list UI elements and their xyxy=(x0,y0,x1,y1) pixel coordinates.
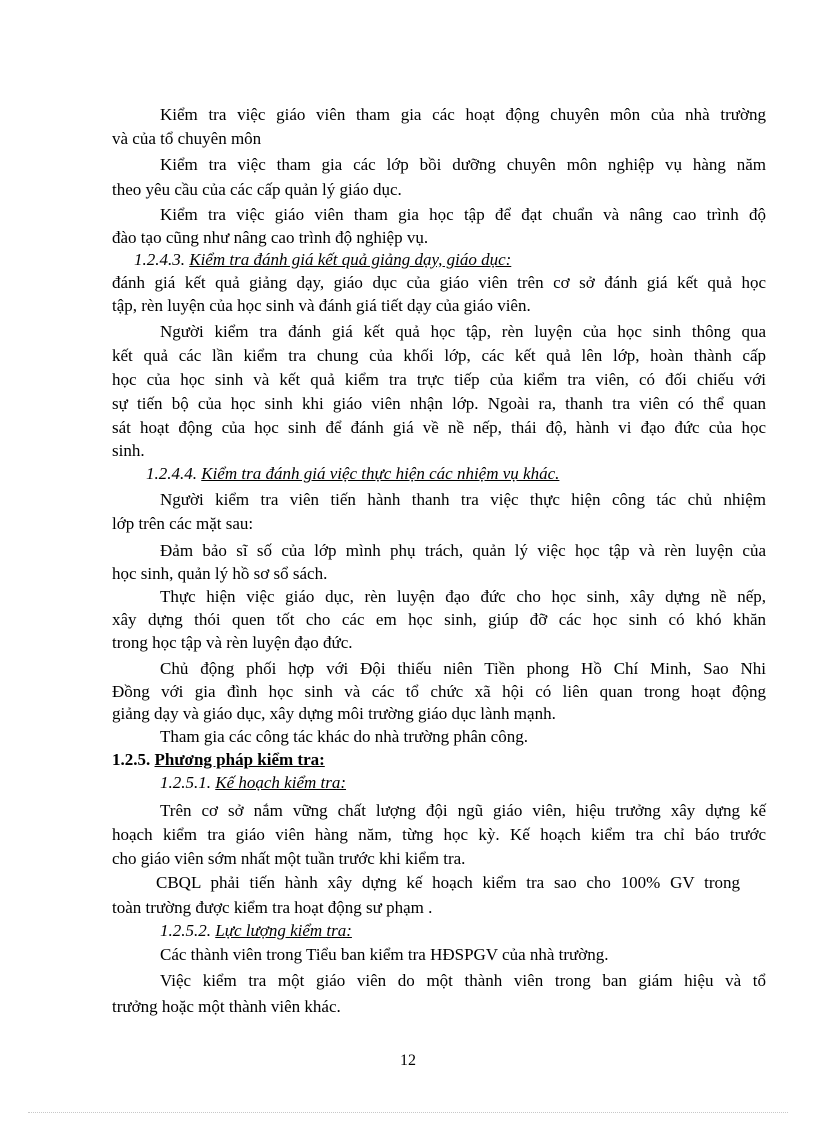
section-title: Kế hoạch kiểm tra: xyxy=(215,773,347,792)
page-number: 12 xyxy=(400,1052,416,1069)
section-heading-1-2-5-1 xyxy=(160,773,346,793)
paragraph-line: đánh giá kết quả giảng dạy, giáo dục của giáo viên trên cơ sở đánh giá kết quả học xyxy=(112,273,766,292)
paragraph-line: tập, rèn luyện của học sinh và đánh giá tiết dạy của giáo viên. xyxy=(112,296,531,315)
paragraph-line: Chủ động phối hợp với Đội thiếu niên Tiền phong Hồ Chí Minh, Sao Nhi xyxy=(160,659,766,678)
paragraph-line: xây dựng thói quen tốt cho các em học sinh, giúp đỡ các học sinh có khó khăn xyxy=(112,610,766,629)
paragraph-line: theo yêu cầu của các cấp quản lý giáo dục. xyxy=(112,180,402,199)
section-number: 1.2.5.2. xyxy=(160,921,211,940)
paragraph-line: Thực hiện việc giáo dục, rèn luyện đạo đức cho học sinh, xây dựng nề nếp, xyxy=(160,587,766,606)
section-number: 1.2.5. xyxy=(112,750,151,769)
paragraph-line: học của học sinh và kết quả kiểm tra trực tiếp của kiểm tra viên, có đối chiếu với xyxy=(112,370,766,389)
paragraph-line: đào tạo cũng như nâng cao trình độ nghiệp vụ. xyxy=(112,228,429,247)
paragraph-line: cho giáo viên sớm nhất một tuần trước khi kiểm tra. xyxy=(112,849,466,868)
section-title: Phương pháp kiểm tra: xyxy=(154,750,325,769)
paragraph-line: toàn trường được kiểm tra hoạt động sư phạm . xyxy=(112,898,433,917)
paragraph-line: CBQL phải tiến hành xây dựng kế hoạch kiểm tra sao cho 100% GV trong xyxy=(156,873,740,892)
paragraph-line: Kiểm tra việc giáo viên tham gia các hoạt động chuyên môn của nhà trường xyxy=(160,105,766,124)
paragraph-line: học sinh, quản lý hồ sơ sổ sách. xyxy=(112,564,328,583)
section-heading-1-2-5-2 xyxy=(160,921,352,941)
section-title: Kiểm tra đánh giá kết quả giảng dạy, giáo dục: xyxy=(189,250,512,269)
paragraph-line: Đồng với gia đình học sinh và các tổ chức xã hội có liên quan trong hoạt động xyxy=(112,682,766,701)
paragraph-line: sinh. xyxy=(112,441,145,460)
section-number: 1.2.4.3. xyxy=(134,250,185,269)
paragraph-line: Người kiểm tra đánh giá kết quả học tập, rèn luyện của học sinh thông qua xyxy=(160,322,766,341)
section-title: Kiểm tra đánh giá việc thực hiện các nhiệm vụ khác. xyxy=(201,464,560,483)
paragraph-line: trong học tập và rèn luyện đạo đức. xyxy=(112,633,353,652)
paragraph-line: Các thành viên trong Tiểu ban kiểm tra HĐSPGV của nhà trường. xyxy=(160,945,609,964)
section-number: 1.2.4.4. xyxy=(146,464,197,483)
paragraph-line: Người kiểm tra viên tiến hành thanh tra việc thực hiện công tác chủ nhiệm xyxy=(160,490,766,509)
paragraph-line: sát hoạt động của học sinh để đánh giá về nề nếp, thái độ, hành vi đạo đức của học xyxy=(112,418,766,437)
section-heading-1-2-4-4 xyxy=(146,464,559,484)
page-bottom-divider xyxy=(28,1112,788,1113)
paragraph-line: Kiểm tra việc giáo viên tham gia học tập để đạt chuẩn và nâng cao trình độ xyxy=(160,205,766,224)
paragraph-line: hoạch kiểm tra giáo viên hàng năm, từng học kỳ. Kế hoạch kiểm tra chỉ báo trước xyxy=(112,825,766,844)
section-number: 1.2.5.1. xyxy=(160,773,211,792)
paragraph-line: sự tiến bộ của học sinh khi giáo viên nhận lớp. Ngoài ra, thanh tra viên có thể quan xyxy=(112,394,766,413)
paragraph-line: Kiểm tra việc tham gia các lớp bồi dưỡng chuyên môn nghiệp vụ hàng năm xyxy=(160,155,766,174)
paragraph-line: giảng dạy và giáo dục, xây dựng môi trường giáo dục lành mạnh. xyxy=(112,704,556,723)
paragraph-line: Đảm bảo sĩ số của lớp mình phụ trách, quản lý việc học tập và rèn luyện của xyxy=(160,541,766,560)
paragraph-line: Tham gia các công tác khác do nhà trường phân công. xyxy=(160,727,528,746)
section-heading-1-2-5 xyxy=(112,750,325,770)
section-heading-1-2-4-3 xyxy=(134,250,511,270)
paragraph-line: kết quả các lần kiểm tra chung của khối lớp, các kết quả lên lớp, hoàn thành cấp xyxy=(112,346,766,365)
section-title: Lực lượng kiểm tra: xyxy=(215,921,352,940)
paragraph-line: Trên cơ sở nắm vững chất lượng đội ngũ giáo viên, hiệu trưởng xây dựng kế xyxy=(160,801,766,820)
paragraph-line: trưởng hoặc một thành viên khác. xyxy=(112,997,341,1016)
paragraph-line: Việc kiểm tra một giáo viên do một thành viên trong ban giám hiệu và tổ xyxy=(160,971,766,990)
paragraph-line: và của tổ chuyên môn xyxy=(112,129,262,148)
paragraph-line: lớp trên các mặt sau: xyxy=(112,514,254,533)
